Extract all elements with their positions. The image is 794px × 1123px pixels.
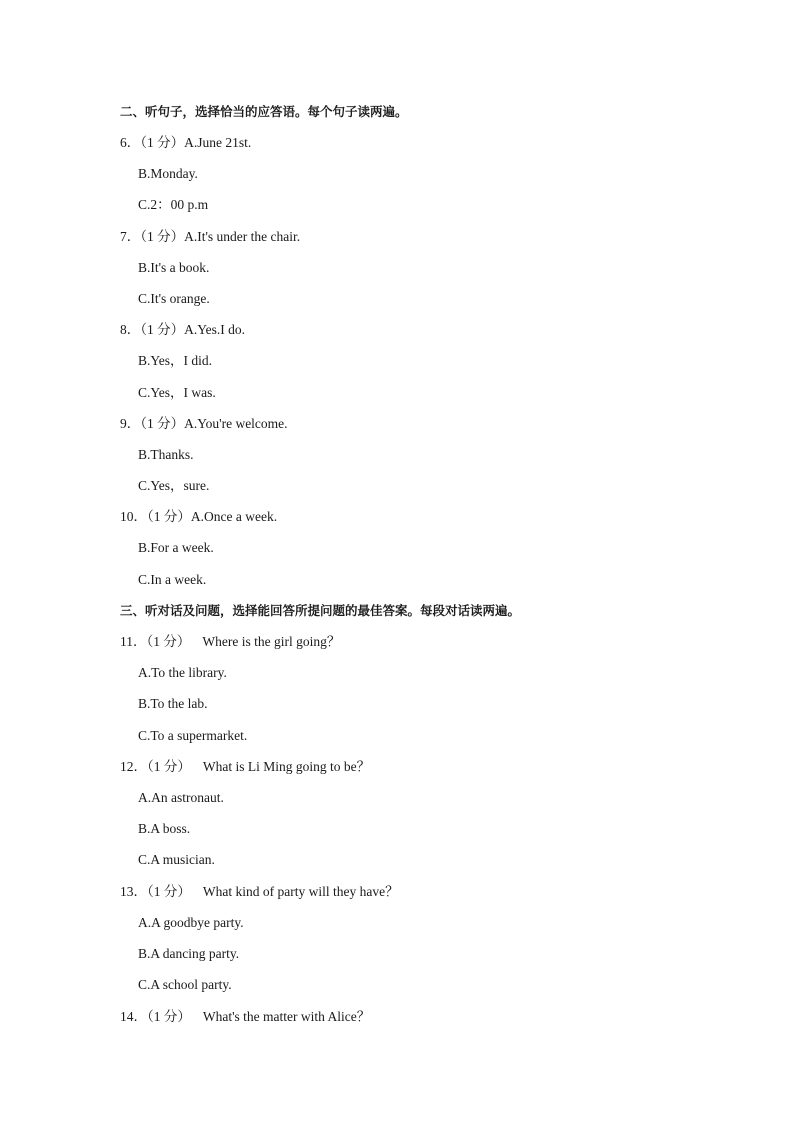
question-10-option-c: C.In a week. (138, 572, 207, 587)
question-8-option-a: A.Yes.I do. (184, 322, 246, 337)
question-11-option-c: C.To a supermarket. (138, 728, 248, 743)
question-13-option-b: B.A dancing party. (138, 946, 240, 961)
question-12-text: What is Li Ming going to be？ (202, 759, 371, 774)
question-13-number: 13．（1 分） (120, 884, 191, 899)
section-3-heading: 三、听对话及问题，选择能回答所提问题的最佳答案。每段对话读两遍。 (120, 603, 521, 618)
question-10-option-b: B.For a week. (138, 540, 214, 555)
question-9 (120, 415, 288, 433)
section-2-heading: 二、听句子，选择恰当的应答语。每个句子读两遍。 (120, 104, 408, 119)
question-12-option-a: A.An astronaut. (138, 790, 224, 805)
question-11-text: Where is the girl going？ (202, 634, 341, 649)
question-10-option-a: A.Once a week. (190, 509, 278, 524)
question-14-text: What's the matter with Alice？ (202, 1009, 371, 1024)
question-11-number: 11．（1 分） (120, 634, 191, 649)
question-8-number: 8．（1 分） (120, 322, 185, 337)
question-9-option-c: C.Yes，sure. (138, 478, 210, 493)
question-12 (120, 758, 370, 776)
question-11-option-b: B.To the lab. (138, 696, 208, 711)
question-7-number: 7．（1 分） (120, 229, 185, 244)
question-13-option-a: A.A goodbye party. (138, 915, 244, 930)
question-7-option-b: B.It's a book. (138, 260, 210, 275)
question-8-option-c: C.Yes，I was. (138, 385, 216, 400)
question-14-number: 14．（1 分） (120, 1009, 191, 1024)
question-10 (120, 508, 277, 526)
question-6-option-c: C.2：00 p.m (138, 197, 209, 212)
question-9-option-b: B.Thanks. (138, 447, 194, 462)
question-12-option-b: B.A boss. (138, 821, 191, 836)
question-7-option-c: C.It's orange. (138, 291, 210, 306)
question-6-option-a: A.June 21st. (184, 135, 252, 150)
question-9-number: 9．（1 分） (120, 416, 185, 431)
question-8 (120, 321, 245, 339)
question-12-number: 12．（1 分） (120, 759, 191, 774)
question-11 (120, 633, 340, 651)
question-7-option-a: A.It's under the chair. (184, 229, 301, 244)
question-8-option-b: B.Yes，I did. (138, 353, 213, 368)
question-7 (120, 228, 300, 246)
question-12-option-c: C.A musician. (138, 852, 215, 867)
question-14 (120, 1008, 370, 1026)
question-13-text: What kind of party will they have？ (202, 884, 399, 899)
question-10-number: 10．（1 分） (120, 509, 191, 524)
question-6-option-b: B.Monday. (138, 166, 198, 181)
question-6-number: 6．（1 分） (120, 135, 185, 150)
question-11-option-a: A.To the library. (138, 665, 227, 680)
question-9-option-a: A.You're welcome. (184, 416, 288, 431)
question-13-option-c: C.A school party. (138, 977, 232, 992)
question-13 (120, 883, 399, 901)
question-6 (120, 134, 251, 152)
